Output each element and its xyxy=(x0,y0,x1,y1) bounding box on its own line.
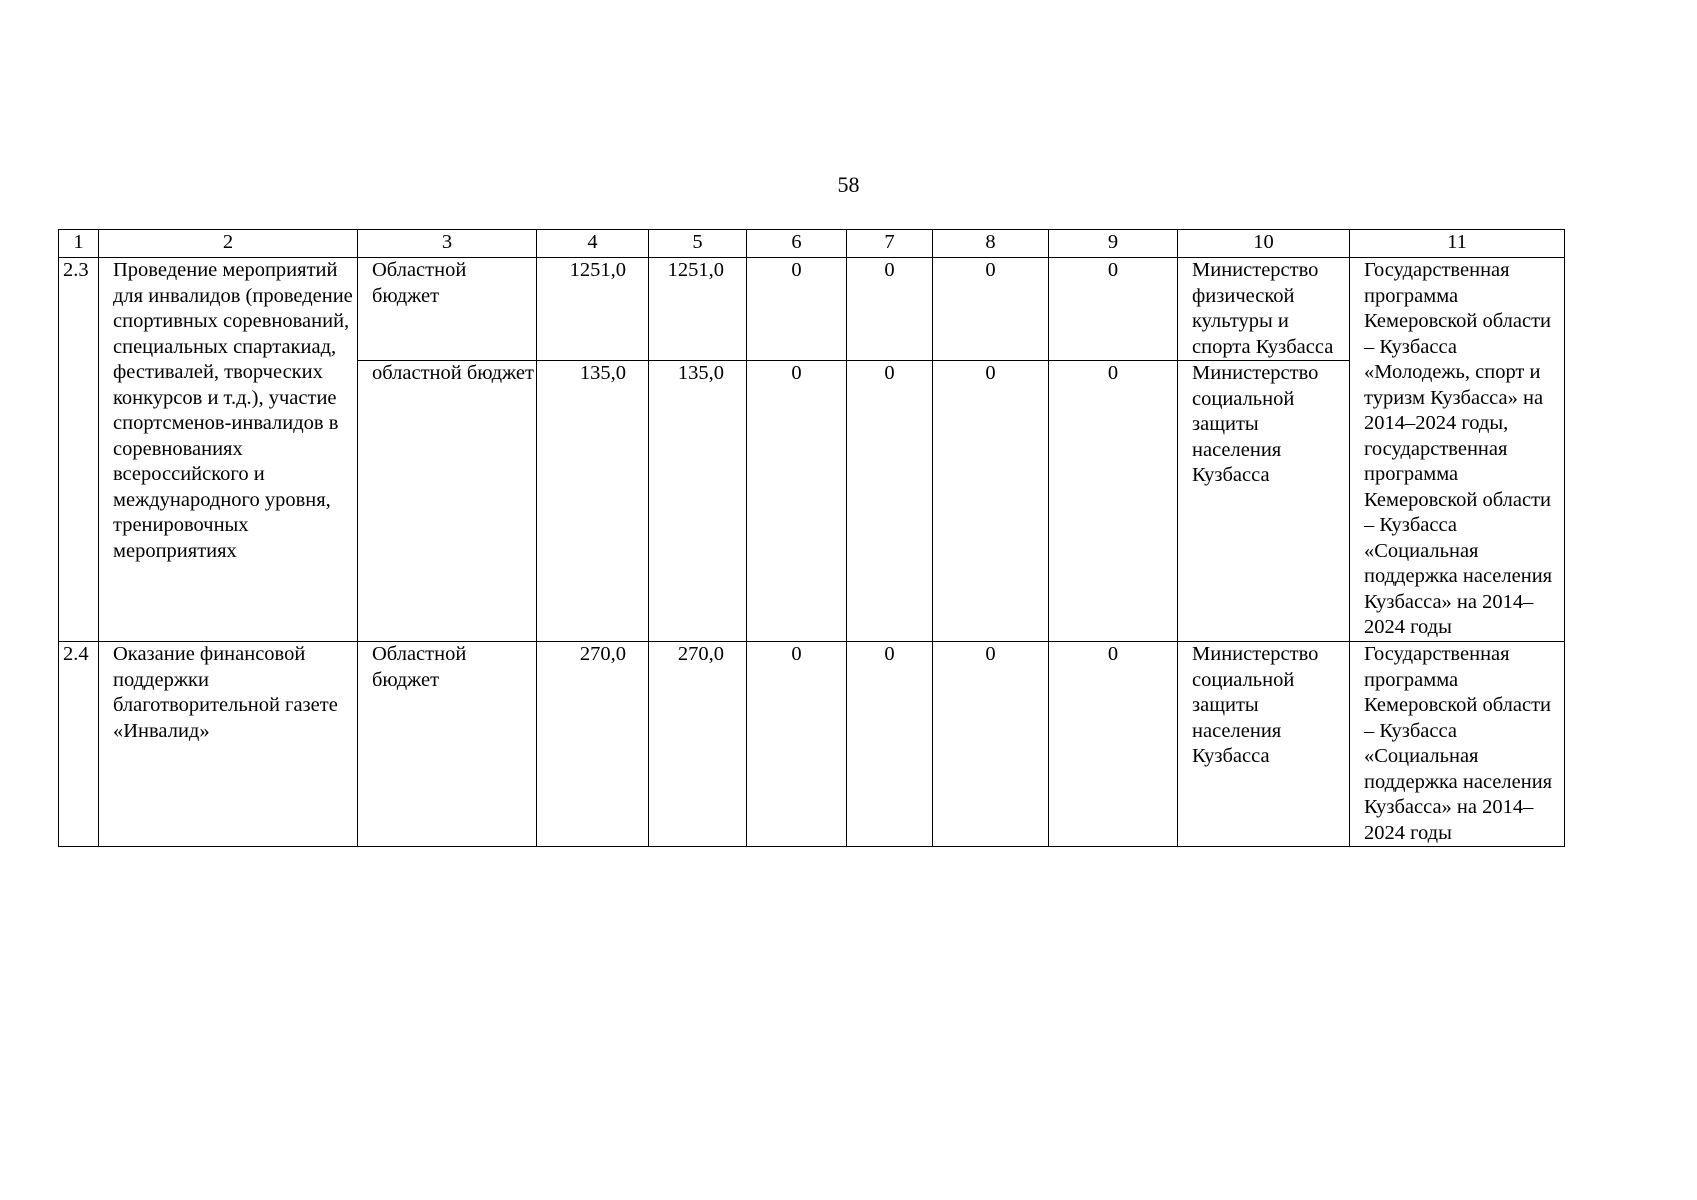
measure-name: Проведение мероприятий для инвалидов (проведение спортивных соревнований, специальных спартакиад, фестивалей, творческих конкурсов и т.д.), участие спортсменов-инвалидов в соревнованиях всероссийского и международного уровня, тренировочных мероприятиях xyxy=(99,258,358,642)
row-index: 2.4 xyxy=(59,642,99,847)
value-cell: 0 xyxy=(933,361,1049,642)
value-cell: 0 xyxy=(933,642,1049,847)
program-cell: Государственная программа Кемеровской области – Кузбасса «Социальная поддержка населения Кузбасса» на 2014–2024 годы xyxy=(1350,642,1565,847)
column-header: 9 xyxy=(1049,230,1178,258)
value-cell: 0 xyxy=(847,258,933,361)
executor-cell: Министерство физической культуры и спорта Кузбасса xyxy=(1178,258,1350,361)
value-cell: 0 xyxy=(747,642,847,847)
measure-name: Оказание финансовой поддержки благотворительной газете «Инвалид» xyxy=(99,642,358,847)
value-cell: 0 xyxy=(847,361,933,642)
column-header: 3 xyxy=(358,230,537,258)
value-cell: 0 xyxy=(933,258,1049,361)
value-cell: 1251,0 xyxy=(649,258,747,361)
row-index: 2.3 xyxy=(59,258,99,642)
column-header: 4 xyxy=(537,230,649,258)
value-cell: 1251,0 xyxy=(537,258,649,361)
table-row xyxy=(59,642,1565,847)
program-cell: Государственная программа Кемеровской области – Кузбасса «Молодежь, спорт и туризм Кузбасса» на 2014–2024 годы, государственная программа Кемеровской области – Кузбасса «Социальная поддержка населения Кузбасса» на 2014–2024 годы xyxy=(1350,258,1565,642)
table-row xyxy=(59,258,1565,361)
executor-cell: Министерство социальной защиты населения Кузбасса xyxy=(1178,361,1350,642)
budget-table xyxy=(58,229,1565,847)
page-number: 58 xyxy=(837,172,860,197)
executor-cell: Министерство социальной защиты населения Кузбасса xyxy=(1178,642,1350,847)
value-cell: 0 xyxy=(1049,361,1178,642)
column-header: 7 xyxy=(847,230,933,258)
value-cell: 135,0 xyxy=(649,361,747,642)
funding-source: Областной бюджет xyxy=(358,642,537,847)
column-header: 6 xyxy=(747,230,847,258)
column-header: 10 xyxy=(1178,230,1350,258)
column-header: 5 xyxy=(649,230,747,258)
value-cell: 0 xyxy=(847,642,933,847)
value-cell: 0 xyxy=(1049,642,1178,847)
funding-source: Областной бюджет xyxy=(358,258,537,361)
column-header: 8 xyxy=(933,230,1049,258)
value-cell: 0 xyxy=(1049,258,1178,361)
value-cell: 270,0 xyxy=(537,642,649,847)
value-cell: 270,0 xyxy=(649,642,747,847)
value-cell: 0 xyxy=(747,258,847,361)
column-header: 11 xyxy=(1350,230,1565,258)
value-cell: 135,0 xyxy=(537,361,649,642)
value-cell: 0 xyxy=(747,361,847,642)
column-header: 1 xyxy=(59,230,99,258)
table-header-row xyxy=(59,230,1565,258)
funding-source: областной бюджет xyxy=(358,361,537,642)
column-header: 2 xyxy=(99,230,358,258)
